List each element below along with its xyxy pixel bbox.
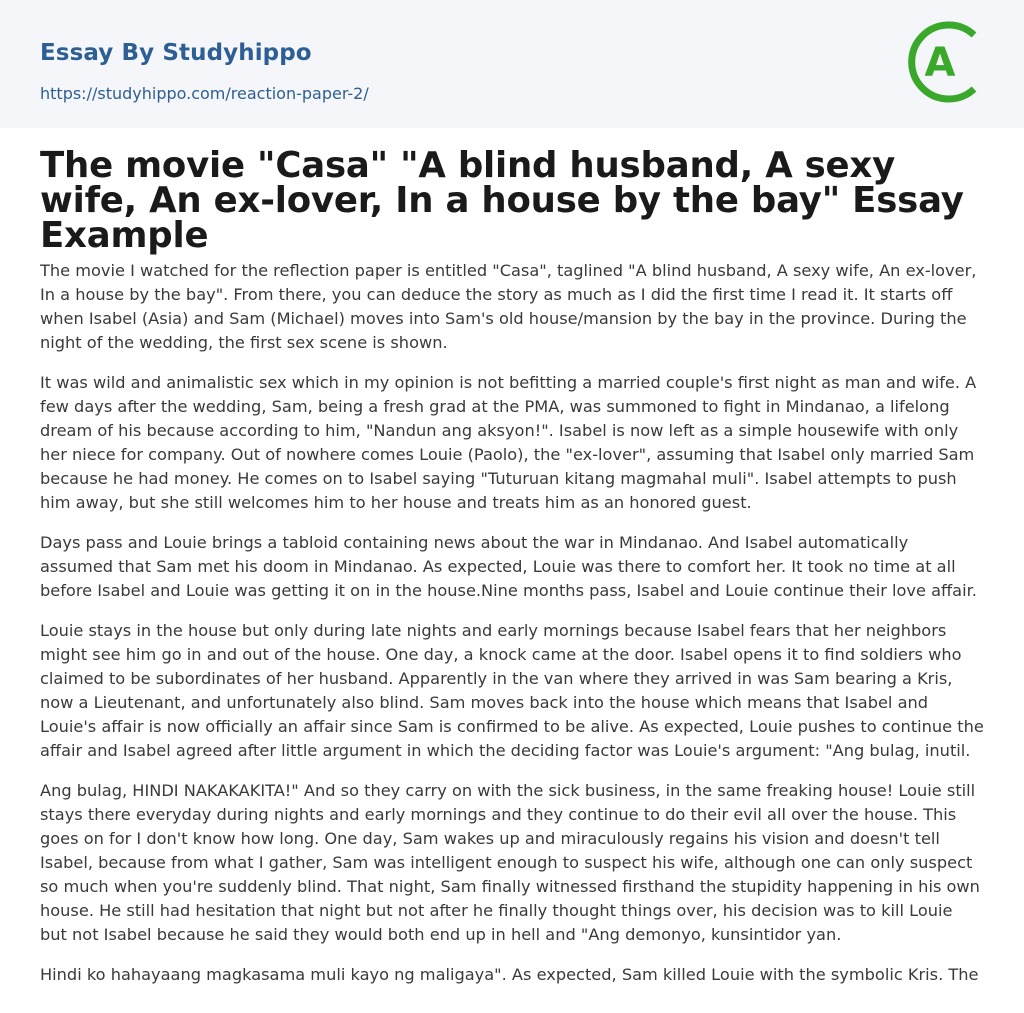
brand-title[interactable]: Essay By Studyhippo [40, 40, 312, 66]
essay-paragraph-4: Louie stays in the house but only during late nights and early mornings because Isabel fears that her neighbors might see him go in and out of the house. One day, a knock came at the door. Isabel opens it to find soldiers who claimed to be subordinates of her husband. Apparently in the van where they arrived in was Sam bearing a Kris, now a Lieutenant, and unfortunately also blind. Sam moves back into the house which means that Isabel and Louie's affair is now officially an affair since Sam is confirmed to be alive. As expected, Louie pushes to continue the affair and Isabel agreed after little argument in which the deciding factor was Louie's argument: "Ang bulag, inutil. [40, 621, 984, 760]
article-body [40, 145, 984, 1003]
essay-paragraph-2: It was wild and animalistic sex which in my opinion is not befitting a married couple's first night as man and wife. A few days after the wedding, Sam, being a fresh grad at the PMA, was summoned to fight in Mindanao, a lifelong dream of his because according to him, "Nandun ang aksyon!". Isabel is now left as a simple housewife with only her niece for company. Out of nowhere comes Louie (Paolo), the "ex-lover", assuming that Isabel only married Sam because he had money. He comes on to Isabel saying "Tuturuan kitang magmahal muli". Isabel attempts to push him away, but she still welcomes him to her house and treats him as an honored guest. [40, 373, 977, 512]
essay-paragraph-5: Ang bulag, HINDI NAKAKAKITA!" And so they carry on with the sick business, in the same freaking house! Louie still stays there everyday during nights and early mornings and they continue to do their evil all over the house. This goes on for I don't know how long. One day, Sam wakes up and miraculously regains his vision and doesn't tell Isabel, because from what I gather, Sam was intelligent enough to suspect his wife, although one can only suspect so much when you're suddenly blind. That night, Sam finally witnessed firsthand the stupidity happening in his own house. He still had hesitation that night but not after he finally thought things over, his decision was to kill Louie but not Isabel because he said they would both end up in hell and "Ang demonyo, kunsintidor yan. [40, 781, 980, 944]
essay-paragraph-6: Hindi ko hahayaang magkasama muli kayo ng maligaya". As expected, Sam killed Louie with the symbolic Kris. The [40, 965, 979, 984]
page-title: The movie "Casa" "A blind husband, A sexy wife, An ex-lover, In a house by the bay" Essay Example [40, 145, 964, 256]
logo-letter: A [924, 40, 956, 86]
essay-paragraph-1: The movie I watched for the reflection paper is entitled "Casa", taglined "A blind husband, A sexy wife, An ex-lover, In a house by the bay". From there, you can deduce the story as much as I did the first time I read it. It starts off when Isabel (Asia) and Sam (Michael) moves into Sam's old house/mansion by the bay in the province. During the night of the wedding, the first sex scene is shown. [40, 261, 977, 352]
source-url-link[interactable]: https://studyhippo.com/reaction-paper-2/ [40, 84, 369, 103]
site-header [0, 0, 1024, 128]
essay-paragraph-3: Days pass and Louie brings a tabloid containing news about the war in Mindanao. And Isabel automatically assumed that Sam met his doom in Mindanao. As expected, Louie was there to comfort her. It took no time at all before Isabel and Louie was getting it on in the house.Nine months pass, Isabel and Louie continue their love affair. [40, 533, 977, 600]
studyhippo-logo-icon[interactable] [908, 17, 988, 107]
